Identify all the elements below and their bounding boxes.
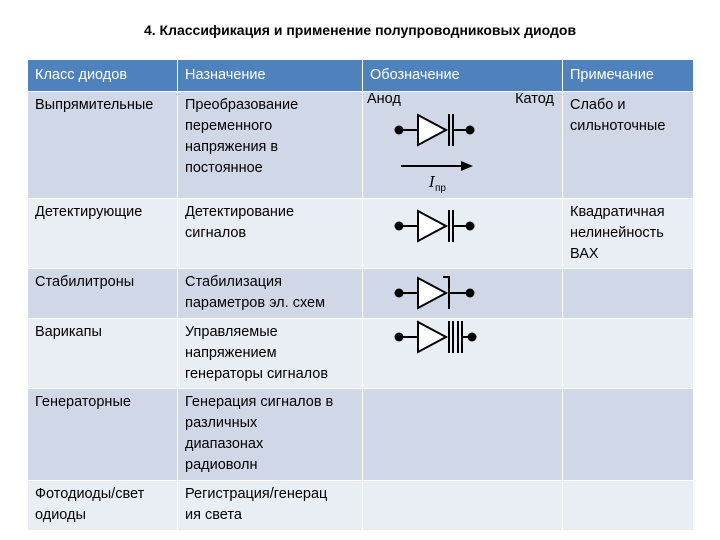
diode-classification-table (27, 59, 694, 531)
table-row (28, 319, 694, 389)
anode-label: Анод (367, 91, 401, 107)
cell-class: Выпрямительные (28, 92, 178, 199)
table-row (28, 389, 694, 481)
cell-purpose: Стабилизация параметров эл. схем (178, 269, 363, 319)
table-row (28, 481, 694, 531)
cell-symbol (363, 481, 563, 531)
header-symbol: Обозначение (363, 60, 563, 92)
cell-note (563, 481, 694, 531)
cell-symbol (363, 389, 563, 481)
cell-purpose: Генерация сигналов в различных диапазонах радиоволн (178, 389, 363, 481)
table-row (28, 199, 694, 269)
cell-symbol (363, 199, 563, 269)
forward-current-label: $I_{пр}$ (429, 173, 446, 194)
cell-purpose: Детектирование сигналов (178, 199, 363, 269)
cell-purpose: Преобразование переменного напряжения в постоянное (178, 92, 363, 199)
zener-diode-icon (363, 269, 563, 319)
page-title: 4. Классификация и применение полупроводниковых диодов (143, 22, 577, 38)
cell-class: Стабилитроны (28, 269, 178, 319)
cell-class: Фотодиоды/свет одиоды (28, 481, 178, 531)
header-note: Примечание (563, 60, 694, 92)
cell-class: Генераторные (28, 389, 178, 481)
cell-class: Детектирующие (28, 199, 178, 269)
cell-purpose: Регистрация/генерац ия света (178, 481, 363, 531)
cell-note (563, 389, 694, 481)
header-purpose: Назначение (178, 60, 363, 92)
cathode-label: Катод (515, 91, 554, 107)
cell-class: Варикапы (28, 319, 178, 389)
table-row (28, 269, 694, 319)
header-class: Класс диодов (28, 60, 178, 92)
cell-symbol (363, 269, 563, 319)
cell-note (563, 319, 694, 389)
detector-diode-icon (363, 199, 563, 269)
cell-note (563, 269, 694, 319)
cell-symbol (363, 319, 563, 389)
cell-symbol (363, 92, 563, 199)
cell-note: Квадратичная нелинейность ВАХ (563, 199, 694, 269)
table-row (28, 92, 694, 199)
table-header-row (28, 60, 694, 92)
rectifier-diode-icon (363, 92, 563, 199)
cell-purpose: Управляемые напряжением генераторы сигналов (178, 319, 363, 389)
varicap-icon (363, 319, 563, 389)
cell-note: Слабо и сильноточные (563, 92, 694, 199)
